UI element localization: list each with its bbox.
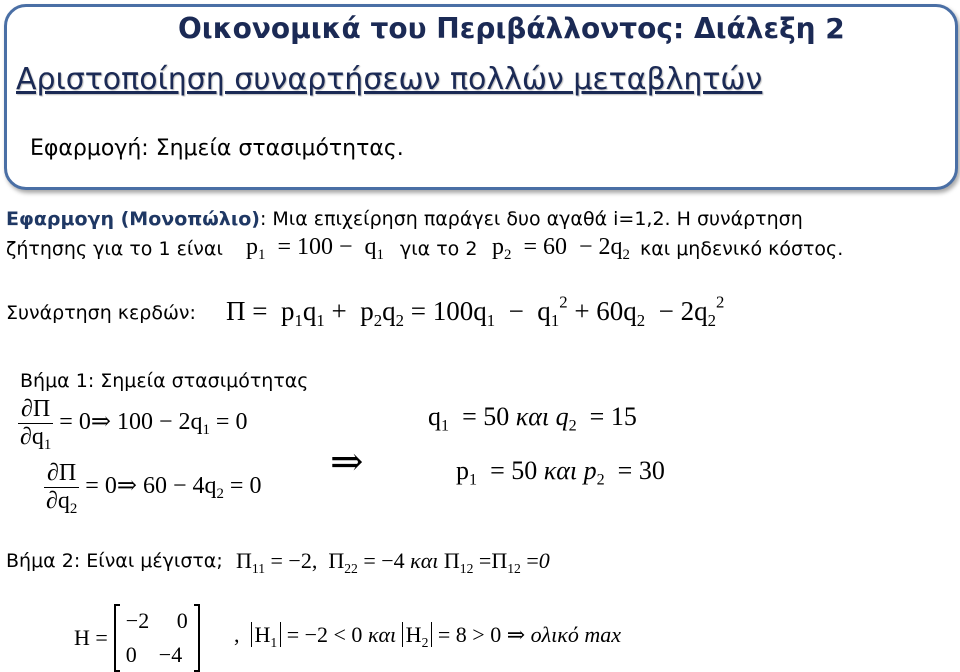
foc-1: $\frac{\partial\Pi}{\partial q_1}$ = 0⇒ $100 - 2q_1 = 0$ [20,396,248,454]
implies-arrow: ⇒ [330,439,364,484]
slide-subtitle: Αριστοποίηση συναρτήσεων πολλών μεταβλητών [16,62,763,97]
solution-quantities: $q_1 = 50$ και $q_2 = 15$ [428,402,637,435]
demand-eq-1: $p_1 = 100 - q_1$ [246,234,384,264]
leading-minors: , $H_1 = -2 < 0$ και $H_2 = 8 > 0$ ⇒ ολικό max [234,622,621,650]
problem-line-1 [6,208,803,230]
problem-line-2-text: ζήτησης για το 1 είναι [6,238,223,260]
solution-prices: $p_1 = 50$ και $p_2 = 30$ [456,456,665,489]
foc-2: $\frac{\partial\Pi}{\partial q_2}$ = 0⇒ $60 - 4q_2 = 0$ [46,460,262,518]
demand-eq-2: $p_2 = 60 - 2q_2$ [492,234,630,264]
step1-label: Βήμα 1: Σημεία στασιμότητας [20,370,309,392]
problem-line-1-rest: : Μια επιχείρηση παράγει δυο αγαθά i=1,2. Η συνάρτηση [259,208,803,230]
hessian-matrix: −2 0 0 −4 [114,604,200,672]
partial-fraction-1: $\frac{\partial\Pi}{\partial q_1}$ [20,396,52,454]
problem-line-2-c: και μηδενικό κόστος. [640,238,844,260]
profit-equation: $\Pi = p_1q_1 + p_2q_2 = 100q_1 - q_1^2 + 60q_2 - 2q_2^2$ [226,292,725,330]
problem-bold-label: Εφαρμογη (Μονοπώλιο) [6,208,260,230]
slide-title: Οικονομικά του Περιβάλλοντος: Διάλεξη 2 [178,12,845,45]
problem-line-2-b: για το 2 [400,238,478,260]
step2-label: Βήμα 2: Είναι μέγιστα; [6,550,223,572]
application-line: Εφαρμογή: Σημεία στασιμότητας. [30,136,404,161]
second-derivatives: $\Pi_{11} = -2$, $\Pi_{22} = -4$ και $\Pi_{12} =\Pi_{12} =0$ [236,548,550,576]
partial-fraction-2: $\frac{\partial\Pi}{\partial q_2}$ [46,460,78,518]
profit-label: Συνάρτηση κερδών: [6,302,196,324]
hessian: H = −2 0 0 −4 [74,604,200,672]
